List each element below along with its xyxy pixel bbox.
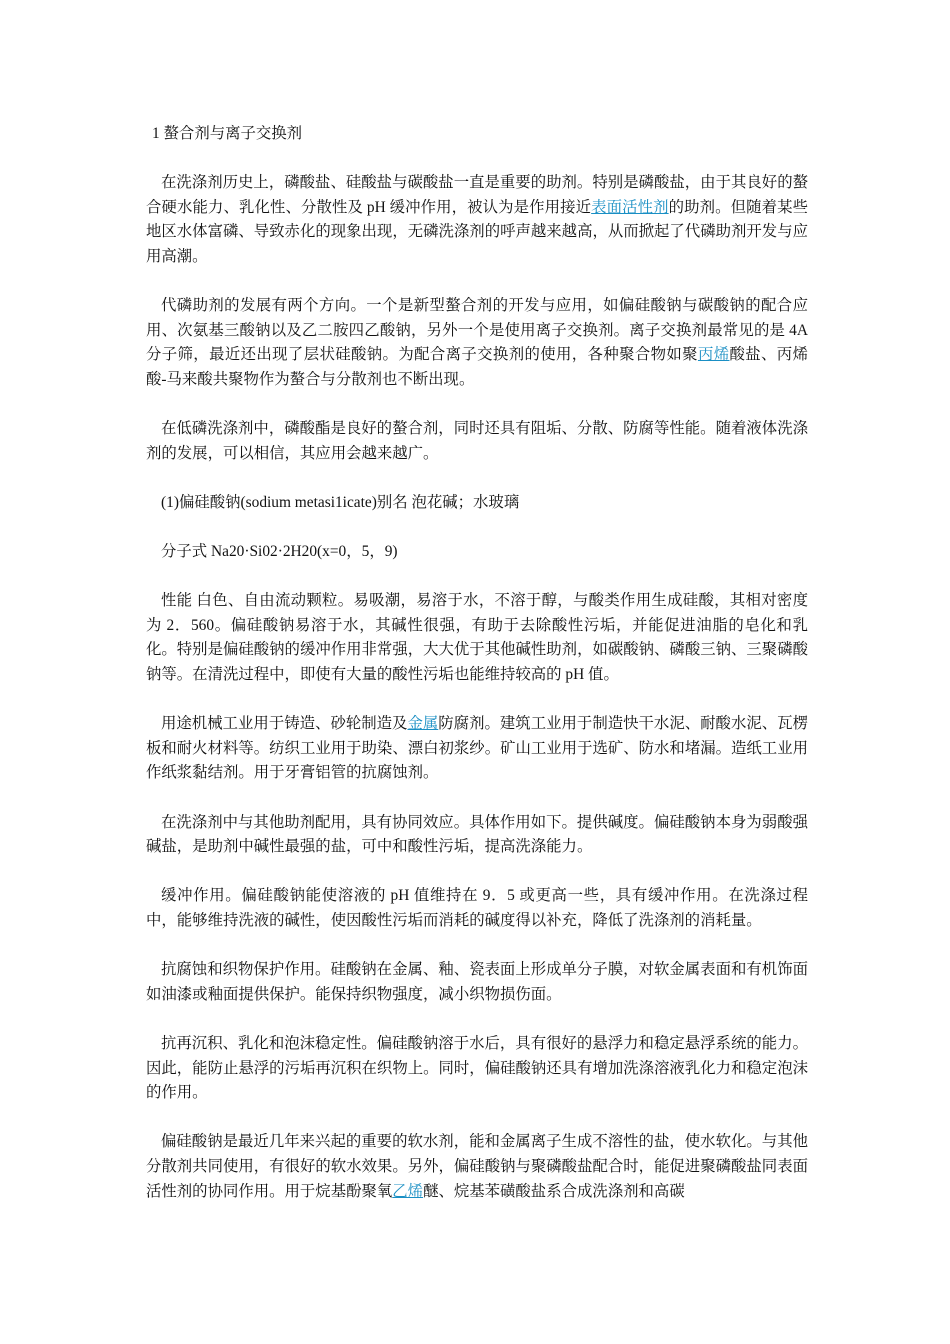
paragraph-anti-redeposition: 抗再沉积、乳化和泡沫稳定性。偏硅酸钠溶于水后，具有很好的悬浮力和稳定悬浮系统的能力。因此，能防止悬浮的污垢再沉积在织物上。同时，偏硅酸钠还具有增加洗涤溶液乳化力和稳定泡沫的作用。 bbox=[146, 1034, 808, 1102]
paragraph-water-softener: 偏硅酸钠是最近几年来兴起的重要的软水剂，能和金属离子生成不溶性的盐，使水软化。与其他分散剂共同使用，有很好的软水效果。另外，偏硅酸钠与聚磷酸盐配合时，能促进聚磷酸盐同表面活性剂的协同作用。用于烷基酚聚氧乙烯醚、烷基苯磺酸盐系合成洗涤剂和高碳 bbox=[146, 1133, 808, 1200]
paragraph-history: 在洗涤剂历史上，磷酸盐、硅酸盐与碳酸盐一直是重要的助剂。特别是磷酸盐，由于其良好的螯合硬水能力、乳化性、分散性及 pH 缓冲作用，被认为是作用接近表面活性剂的助剂。但随着某些地区水体富磷、导致赤化的现象出现，无磷洗涤剂的呼声越来越高，从而掀起了代磷助剂开发与应用高潮。 bbox=[146, 174, 808, 265]
paragraph-uses: 用途机械工业用于铸造、砂轮制造及金属防腐剂。建筑工业用于制造快干水泥、耐酸水泥、瓦楞板和耐火材料等。纺织工业用于助染、漂白初浆纱。矿山工业用于选矿、防水和堵漏。造纸工业用作纸浆黏结剂。用于牙膏铝管的抗腐蚀剂。 bbox=[146, 715, 808, 782]
paragraph-phosphate-alternatives: 代磷助剂的发展有两个方向。一个是新型螯合剂的开发与应用，如偏硅酸钠与碳酸钠的配合应用、次氨基三酸钠以及乙二胺四乙酸钠，另外一个是使用离子交换剂。离子交换剂最常见的是 4A 分子筛，最近还出现了层状硅酸钠。为配合离子交换剂的使用，各种聚合物如聚丙烯酸盐、丙烯酸-马来酸共聚物作为螯合与分散剂也不断出现。 bbox=[146, 297, 808, 388]
paragraph-properties: 性能 白色、自由流动颗粒。易吸潮，易溶于水，不溶于醇，与酸类作用生成硅酸，其相对密度为 2．560。偏硅酸钠易溶于水，其碱性很强，有助于去除酸性污垢，并能促进油脂的皂化和乳化。特别是偏硅酸钠的缓冲作用非常强，大大优于其他碱性助剂，如碳酸钠、磷酸三钠、三聚磷酸钠等。在清洗过程中，即使有大量的酸性污垢也能维持较高的 pH 值。 bbox=[146, 592, 808, 684]
paragraph-low-phosphate: 在低磷洗涤剂中，磷酸酯是良好的螯合剂，同时还具有阻垢、分散、防腐等性能。随着液体洗涤剂的发展，可以相信，其应用会越来越广。 bbox=[146, 420, 808, 462]
link-ethylene[interactable]: 乙烯 bbox=[392, 1182, 424, 1200]
paragraph-molecular-formula: 分子式 Na20·Si02·2H20(x=0，5，9) bbox=[161, 543, 398, 561]
paragraph-alkalinity: 在洗涤剂中与其他助剂配用，具有协同效应。具体作用如下。提供碱度。偏硅酸钠本身为弱酸强碱盐，是助剂中碱性最强的盐，可中和酸性污垢，提高洗涤能力。 bbox=[146, 813, 808, 856]
document-page bbox=[146, 122, 808, 1229]
paragraph-corrosion-protection: 抗腐蚀和织物保护作用。硅酸钠在金属、釉、瓷表面上形成单分子膜，对软金属表面和有机饰面如油漆或釉面提供保护。能保持织物强度，减小织物损伤面。 bbox=[146, 961, 808, 1003]
link-propylene[interactable]: 丙烯 bbox=[697, 346, 730, 364]
paragraph-buffering: 缓冲作用。偏硅酸钠能使溶液的 pH 值维持在 9．5 或更高一些，具有缓冲作用。在洗涤过程中，能够维持洗液的碱性，使因酸性污垢而消耗的碱度得以补充，降低了洗涤剂的消耗量。 bbox=[146, 887, 808, 929]
paragraph-sodium-metasilicate-name: (1)偏硅酸钠(sodium metasi1icate)别名 泡花碱；水玻璃 bbox=[161, 493, 520, 511]
section-heading: 1 螯合剂与离子交换剂 bbox=[152, 125, 303, 142]
link-surfactant[interactable]: 表面活性剂 bbox=[591, 198, 669, 216]
link-metal[interactable]: 金属 bbox=[407, 715, 439, 733]
